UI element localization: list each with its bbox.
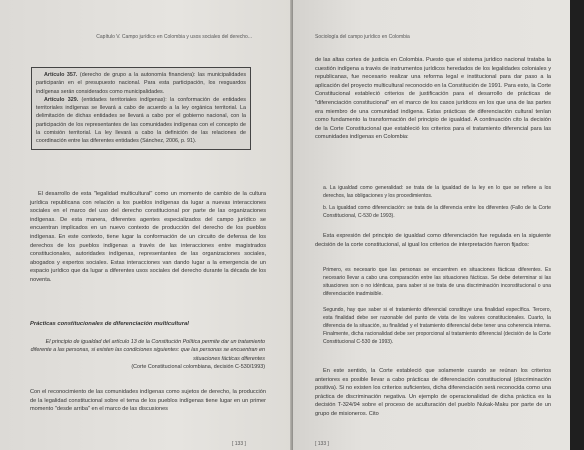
- quote-text: El principio de igualdad del artículo 13 de la Constitución Política permite dar un tratamiento diferente a las personas, si existen las condiciones siguientes: que las personas se encuentran en situaciones fácticas diferentes: [30, 339, 265, 362]
- articles-box: [31, 67, 251, 150]
- block-quote: [30, 338, 265, 371]
- body-paragraph: El desarrollo de esta "legalidad multicultural" como un momento de cambio de la cultura jurídica republicana con relación a los pueblos indígenas da lugar a nuevas interacciones sociales en el marco del uso del derecho constitucional por parte de las organizaciones indígenas. De esta manera, diferentes agentes especializados del campo jurídico se encuentran implicados en un nuevo contexto de producción del derecho de los pueblos indígenas. En este contexto, tiene lugar la conformación de un circuito de defensa de los derechos de los pueblos indígenas a través de las interacciones entre magistrados constitucionales, autoridades indígenas, representantes de las organizaciones sociales, abogados y expertos sociales. Estas interacciones van dando lugar a la emergencia de un espacio jurídico que da lugar a diferentes usos sociales del derecho durante la década de los noventa.: [30, 191, 266, 283]
- page-number: [ 133 ]: [315, 441, 329, 447]
- article-357: [36, 71, 246, 96]
- block-quote: Primero, es necesario que las personas se encuentren en situaciones fácticas diferentes. Es necesario llevar a cabo una comparación entre las situaciones fácticas. Se debe determinar si las situaciones son o no idénticas, para saber si se trata de una discriminación inconstitucional o una diferenciación inadmisible.: [323, 267, 551, 298]
- article-text: (entidades territoriales indígenas): la conformación de entidades territoriales indígenas se llevará a cabo de acuerdo a la ley orgánica territorial. La delimitación de dichas entidades se llevará a cabo por el gobierno nacional, con la participación de los representantes de las comunidades indígenas con el concepto de la comisión territorial. La ley llevará a cabo la definición de las relaciones de coordinación entre las diferentes entidades (Sánchez, 2006, p. 91).: [36, 96, 246, 145]
- article-label: Artículo 329.: [44, 96, 79, 103]
- page-number: [ 133 ]: [232, 441, 246, 447]
- scan-edge: [570, 0, 584, 450]
- running-header: Capítulo V. Campo jurídico en Colombia y usos sociales del derecho...: [96, 34, 252, 40]
- article-329: [36, 96, 246, 146]
- section-title: Prácticas constitucionales de diferenciación multicultural: [30, 321, 189, 327]
- body-paragraph: Esta expresión del principio de igualdad como diferenciación fue regulada en la siguiente decisión de la corte constitucional, al igual los criterios de interpretación fueron fijados:: [315, 233, 551, 248]
- body-paragraph: En este sentido, la Corte estableció que solamente cuando se reúnan los criterios anteriores es posible llevar a cabo prácticas de diferenciación constitucional (discriminación positiva). Si no existen los criterios suficientes, dicha diferenciación será reconocida como una práctica de discriminación negativa. Un ejemplo de operacionalidad de dicha práctica es la decisión T-324/94 sobre el proceso de aculturación del pueblo Nukak-Maku por parte de un grupo de misioneros. Cito: [315, 368, 551, 417]
- list-item: b. La igualdad como diferenciación: se trata de la diferencia entre los diferentes (Fallo de la Corte Constitucional, C-530 de 1993).: [323, 205, 551, 220]
- article-text: (derecho de grupo a la autonomía financiera): las municipalidades participarán en el presupuesto nacional. Para esta participación, los resguardos indígenas serán considerados como municipalidades.: [36, 72, 247, 95]
- body-paragraph: Con el reconocimiento de las comunidades indígenas como sujetos de derecho, la producción de la legalidad constitucional sobre el tema de los pueblos indígenas tiene lugar en un primer momento "desde arriba" en el marco de las discusiones: [30, 389, 266, 413]
- body-paragraph: de las altas cortes de justicia en Colombia. Puesto que el sistema jurídico nacional trataba la cuestión indígena a través de instrumentos jurídicos heredados de los legalidades coloniales y republicanas, fue necesario realizar una reforma legal e institucional para dar paso a la aplicación del proyecto multicultural reconocido en la Constitución de 1991. Para esto, la Corte Constitucional estableció criterios de justificación para el desarrollo de prácticas de "diferenciación constitucional" en el marco de los casos jurídicos en los que una de las partes era miembro de una comunidad indígena. Estas prácticas de diferenciación cultural tenían como fundamento la transformación del principio de igualdad. A continuación cito la decisión de la Corte Constitucional que estableció los criterios para el tratamiento diferencial para las comunidades indígenas en Colombia:: [315, 57, 551, 141]
- list-item: a. La igualdad como generalidad: se trata de la igualdad de la ley en lo que se refiere a los derechos, las obligaciones y los procedimientos.: [323, 185, 551, 200]
- running-header: Sociología del campo jurídico en Colombia: [315, 34, 410, 40]
- right-page: [293, 0, 570, 450]
- block-quote: Segundo, hay que saber si el tratamiento diferencial constituye una finalidad específica. Tercero, esta finalidad debe ser razonable del punto de vista de los valores constitucionales. Cuarto, la diferencia de la situación, su finalidad y el tratamiento diferencial debe tener una coherencia interna. Finalmente, dicha racionalidad debe ser proporcional al tratamiento diferencial (decisión de la Corte Constitucional C-530 de 1993).: [323, 307, 551, 346]
- article-label: Artículo 357.: [44, 72, 78, 78]
- quote-citation: (Corte Constitucional colombiana, decisión C-530/1993): [131, 363, 265, 370]
